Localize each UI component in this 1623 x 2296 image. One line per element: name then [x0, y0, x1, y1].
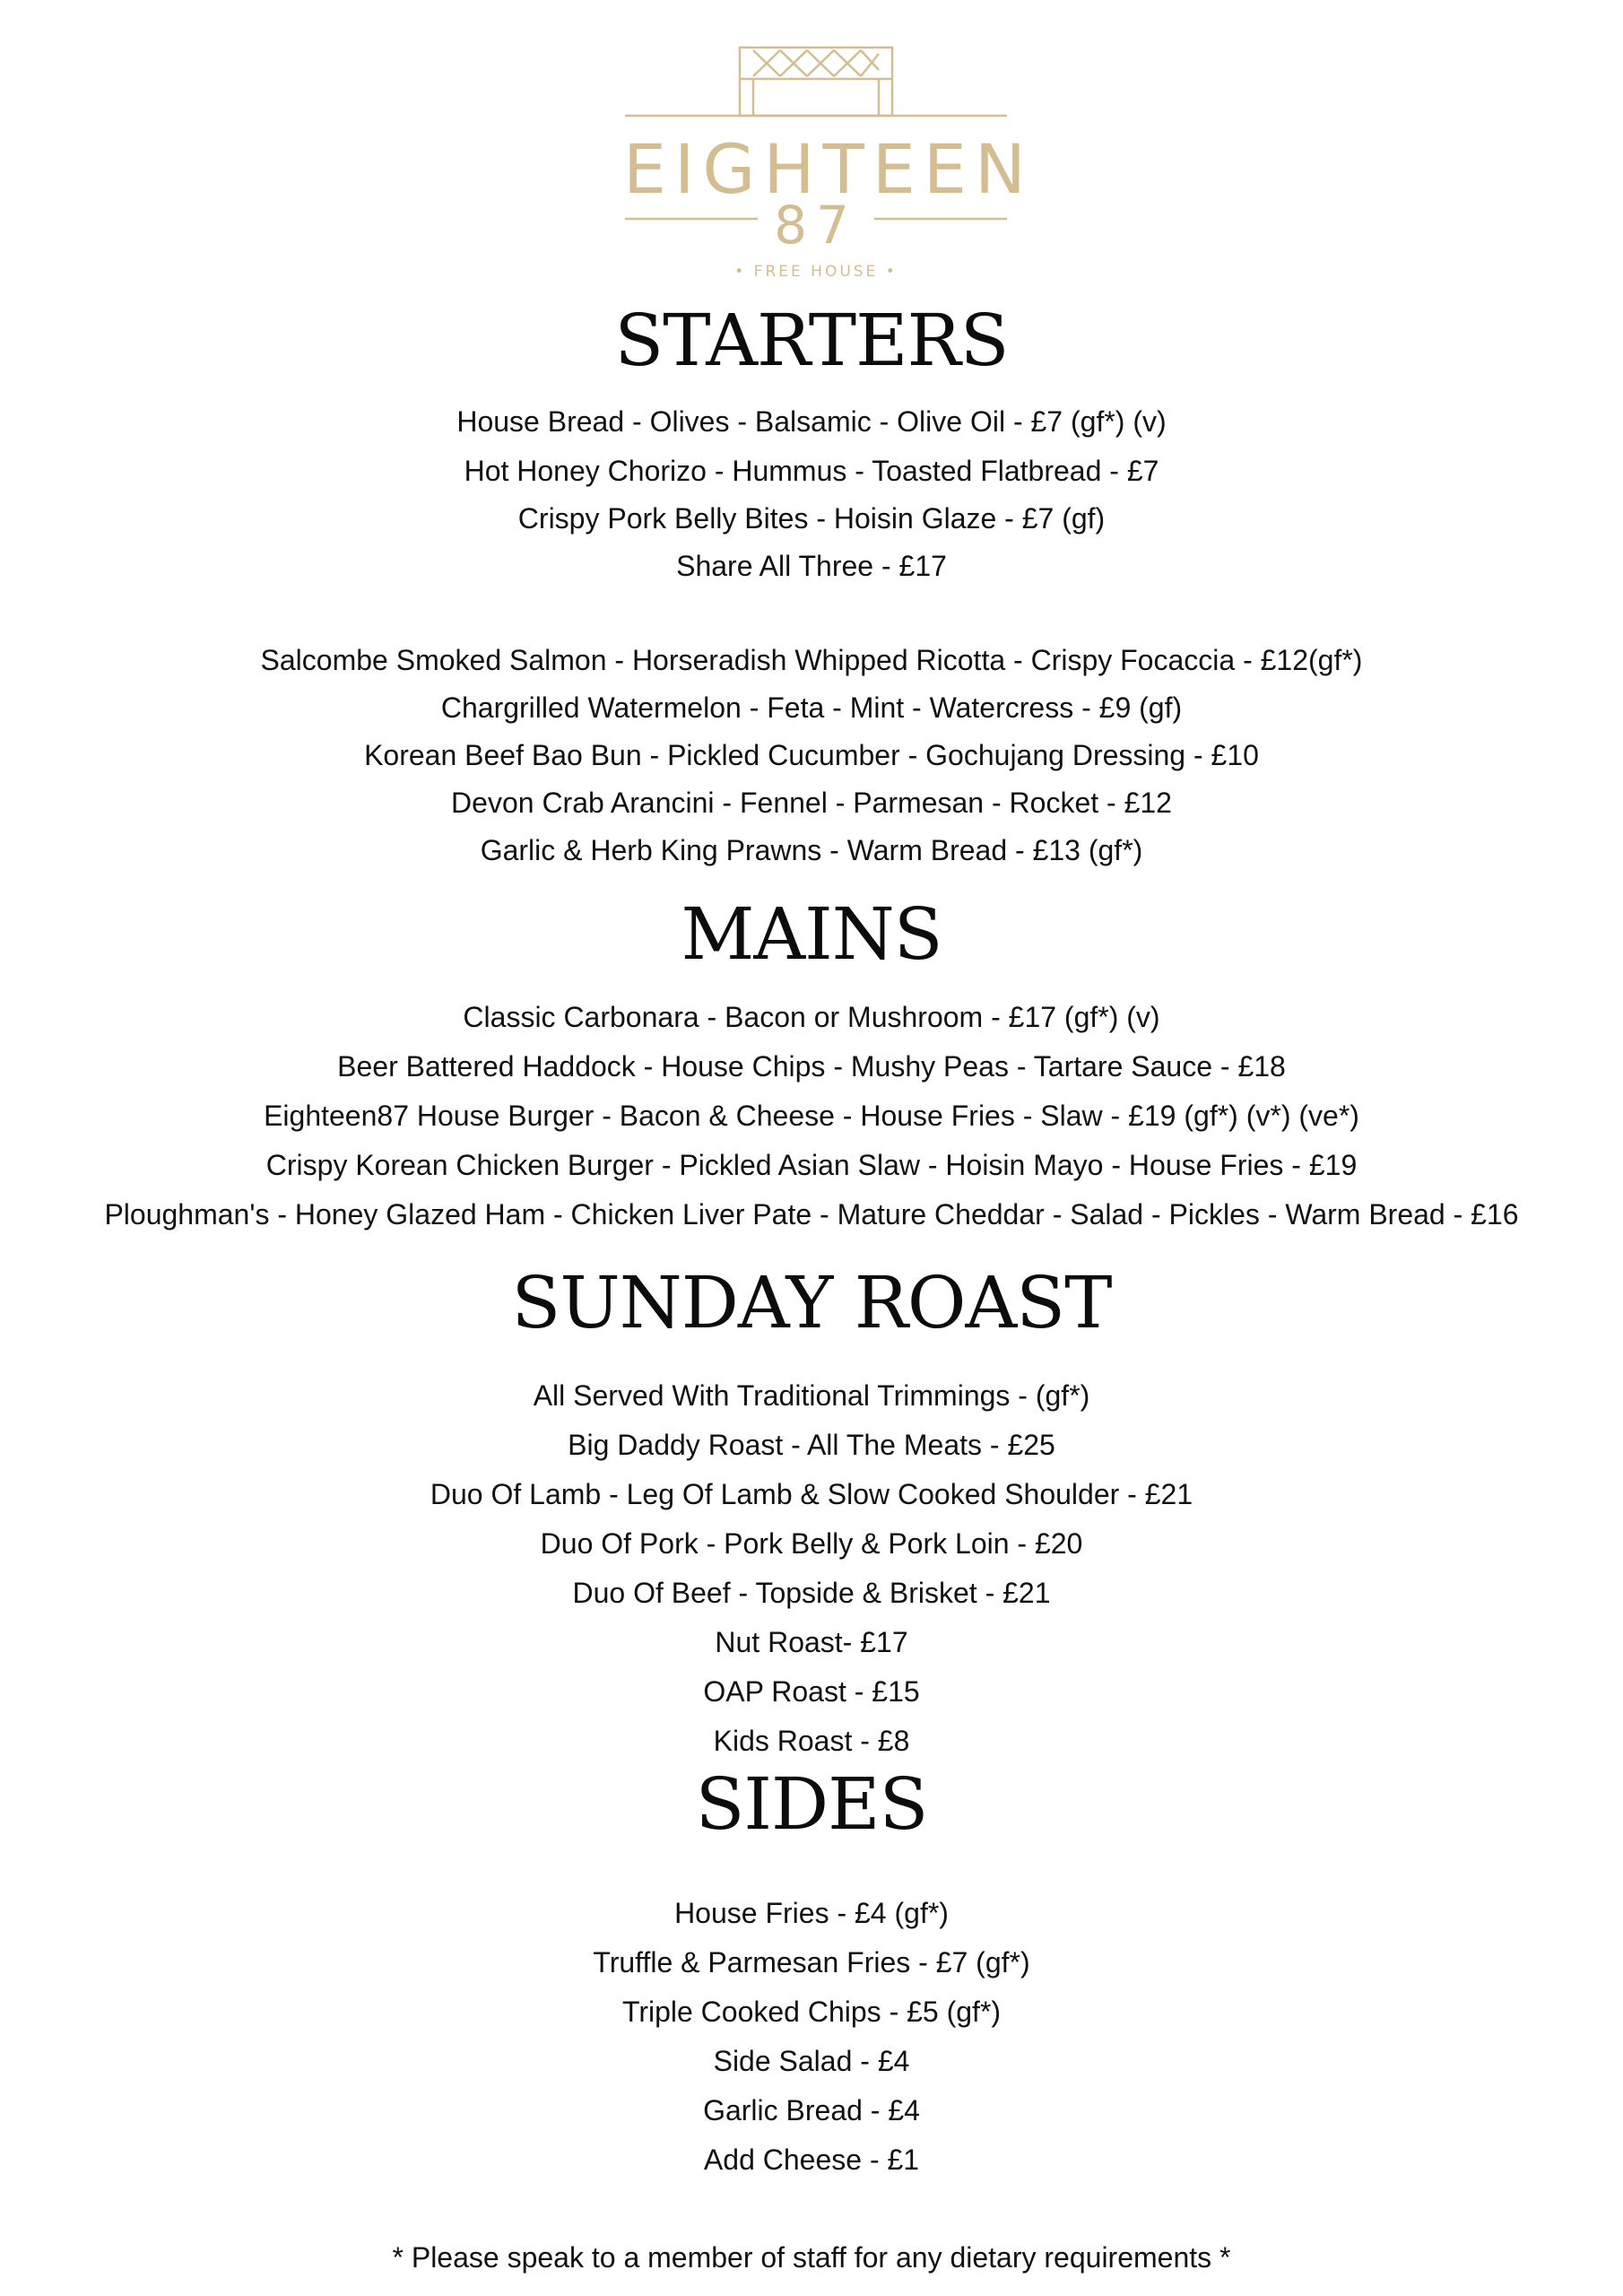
menu-item-roast: All Served With Traditional Trimmings - (gf*): [533, 1379, 1090, 1412]
menu-item-side: Side Salad - £4: [713, 2045, 910, 2077]
menu-item-starter: Devon Crab Arancini - Fennel - Parmesan - Rocket - £12: [451, 787, 1172, 819]
menu-item-main: Eighteen87 House Burger - Bacon & Cheese - House Fries - Slaw - £19 (gf*) (v*) (ve*): [264, 1100, 1359, 1132]
menu-item-main: Ploughman's - Honey Glazed Ham - Chicken Liver Pate - Mature Cheddar - Salad - Pickles - Warm Bread - £16: [104, 1198, 1519, 1231]
brand-name-line1: EIGHTEEN: [623, 129, 1034, 209]
menu-item-roast: Kids Roast - £8: [713, 1725, 910, 1757]
menu-item-side: Add Cheese - £1: [703, 2144, 920, 2176]
menu-item-main: Beer Battered Haddock - House Chips - Mushy Peas - Tartare Sauce - £18: [337, 1050, 1286, 1083]
menu-item-main: Classic Carbonara - Bacon or Mushroom - £17 (gf*) (v): [463, 1001, 1160, 1033]
menu-item-starter: Chargrilled Watermelon - Feta - Mint - Watercress - £9 (gf): [440, 691, 1183, 724]
menu-item-side: House Fries - £4 (gf*): [674, 1897, 949, 1929]
menu-item-roast: Nut Roast- £17: [715, 1626, 908, 1658]
menu-item-starter: House Bread - Olives - Balsamic - Olive Oil - £7 (gf*) (v): [456, 405, 1167, 438]
menu-item-side: Triple Cooked Chips - £5 (gf*): [621, 1996, 1002, 2028]
section-title-sunday-roast: SUNDAY ROAST: [511, 1261, 1112, 1344]
menu-item-roast: Duo Of Lamb - Leg Of Lamb & Slow Cooked Shoulder - £21: [430, 1478, 1193, 1510]
menu-item-starter: Share All Three - £17: [676, 550, 947, 582]
dietary-footer-note: * Please speak to a member of staff for any dietary requirements *: [392, 2241, 1231, 2274]
brand-name-line2: 87: [774, 195, 858, 256]
menu-item-roast: Duo Of Beef - Topside & Brisket - £21: [572, 1577, 1051, 1609]
menu-item-roast: OAP Roast - £15: [703, 1675, 920, 1708]
menu-item-roast: Duo Of Pork - Pork Belly & Pork Loin - £20: [540, 1527, 1083, 1560]
menu-item-roast: Big Daddy Roast - All The Meats - £25: [568, 1429, 1055, 1461]
menu-item-starter: Hot Honey Chorizo - Hummus - Toasted Flatbread - £7: [464, 455, 1159, 487]
menu-item-starter: Korean Beef Bao Bun - Pickled Cucumber - Gochujang Dressing - £10: [364, 739, 1259, 771]
section-title-mains: MAINS: [681, 892, 942, 976]
section-title-starters: STARTERS: [614, 299, 1009, 382]
menu-item-side: Truffle & Parmesan Fries - £7 (gf*): [593, 1946, 1030, 1979]
menu-item-main: Crispy Korean Chicken Burger - Pickled Asian Slaw - Hoisin Mayo - House Fries - £19: [265, 1149, 1358, 1181]
menu-item-starter: Salcombe Smoked Salmon - Horseradish Whipped Ricotta - Crispy Focaccia - £12(gf*): [260, 644, 1363, 676]
section-title-sides: SIDES: [695, 1762, 928, 1846]
brand-tagline: • FREE HOUSE •: [734, 263, 898, 281]
brand-logo: [623, 43, 1034, 285]
menu-item-side: Garlic Bread - £4: [703, 2094, 920, 2126]
menu-item-starter: Garlic & Herb King Prawns - Warm Bread - £13 (gf*): [480, 834, 1143, 866]
menu-item-starter: Crispy Pork Belly Bites - Hoisin Glaze - £7 (gf): [517, 502, 1106, 535]
